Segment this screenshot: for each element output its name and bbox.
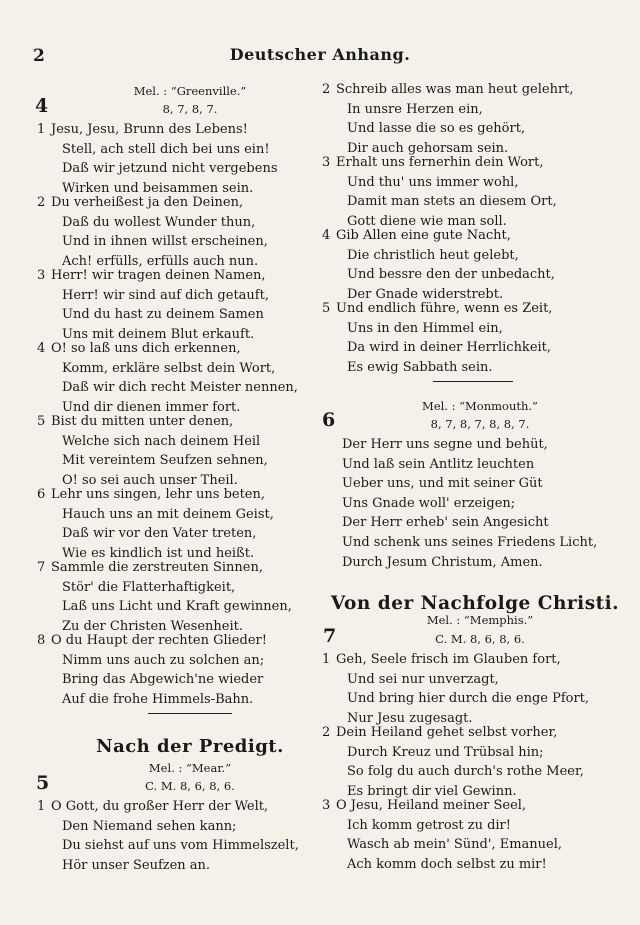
verse-line: Herr! wir tragen deinen Namen, — [51, 268, 266, 283]
verse-number: 2 — [322, 725, 331, 740]
verse-line: Der Herr uns segne und behüt, — [342, 437, 548, 452]
hymn-4-stanza — [37, 412, 268, 490]
verse-line: Gib Allen eine gute Nacht, — [336, 228, 511, 243]
hymn-5-melody: Mel. : “Mear.” — [148, 761, 232, 775]
verse-number: 5 — [37, 414, 46, 429]
verse-number: 3 — [322, 155, 331, 170]
hymn-4-meter: 8, 7, 8, 7. — [162, 102, 218, 116]
verse-line: Der Gnade widerstrebt. — [347, 286, 504, 302]
verse-line: O du Haupt der rechten Glieder! — [51, 633, 267, 648]
verse-line: Den Niemand sehen kann; — [62, 818, 237, 834]
verse-number: 2 — [322, 82, 331, 97]
hymn-7-number: 7 — [323, 625, 337, 647]
verse-number: 4 — [322, 228, 331, 243]
page-title: Deutscher Anhang. — [229, 45, 411, 64]
verse-line: Daß du wollest Wunder thun, — [62, 214, 256, 230]
verse-line: Es bringt dir viel Gewinn. — [347, 783, 517, 799]
verse-line: Dir auch gehorsam sein. — [347, 140, 509, 156]
hymn-6-text — [342, 435, 597, 572]
verse-number: 6 — [37, 487, 46, 502]
verse-line: Daß wir vor den Vater treten, — [62, 526, 257, 542]
verse-line: Hauch uns an mit deinem Geist, — [62, 506, 274, 522]
hymn-6-meter: 8, 7, 8, 7, 8, 8, 7. — [430, 417, 530, 431]
verse-number: 7 — [37, 560, 46, 575]
verse-number: 1 — [37, 799, 46, 814]
verse-number: 2 — [37, 195, 46, 210]
verse-line: Und schenk uns seines Friedens Licht, — [342, 534, 598, 550]
verse-line: Dein Heiland gehet selbst vorher, — [336, 725, 558, 740]
hymn-6-number: 6 — [322, 409, 336, 431]
hymn-4-stanza — [37, 193, 268, 271]
hymn-5-stanza — [322, 153, 557, 231]
verse-line: Mit vereintem Seufzen sehnen, — [62, 453, 268, 469]
verse-line: Durch Kreuz und Trübsal hin; — [347, 744, 544, 760]
hymn-7-melody: Mel. : “Memphis.” — [426, 613, 534, 627]
verse-line: Du siehst auf uns vom Himmelszelt, — [62, 838, 299, 854]
verse-line: Daß wir dich recht Meister nennen, — [62, 380, 298, 396]
verse-line: Daß wir jetzund nicht vergebens — [62, 161, 278, 177]
verse-line: Ach komm doch selbst zu mir! — [347, 856, 547, 872]
verse-line: Komm, erkläre selbst dein Wort, — [62, 360, 276, 376]
verse-line: Uns mit deinem Blut erkauft. — [62, 326, 255, 342]
section-heading-predigt: Nach der Predigt. — [96, 736, 284, 757]
verse-number: 4 — [37, 341, 46, 356]
verse-line: Lehr uns singen, lehr uns beten, — [51, 487, 266, 502]
verse-line: Und lasse die so es gehört, — [347, 121, 526, 137]
hymn-4-stanza — [37, 631, 267, 709]
hymn-4-stanza — [37, 558, 292, 636]
verse-line: Stör' die Flatterhaftigkeit, — [62, 579, 236, 595]
verse-line: Bist du mitten unter denen, — [51, 414, 234, 429]
hymn-7-stanza — [322, 650, 589, 728]
verse-number: 8 — [37, 633, 46, 648]
verse-number: 3 — [37, 268, 46, 283]
verse-number: 5 — [322, 301, 331, 316]
verse-line: Durch Jesum Christum, Amen. — [342, 554, 543, 570]
verse-line: Gott diene wie man soll. — [347, 213, 507, 229]
hymn-5-stanza — [37, 797, 299, 875]
verse-line: Herr! wir sind auf dich getauft, — [62, 287, 269, 303]
hymn-4-stanza — [37, 120, 277, 198]
hymn-4-stanza — [37, 485, 274, 563]
verse-line: Auf die frohe Himmels-Bahn. — [62, 691, 254, 707]
verse-line: Und bring hier durch die enge Pfort, — [347, 691, 590, 707]
hymn-5-meter: C. M. 8, 6, 8, 6. — [145, 779, 235, 793]
verse-line: Wirken und beisammen sein. — [62, 180, 254, 196]
verse-line: O Gott, du großer Herr der Welt, — [51, 799, 269, 814]
hymn-7-meter: C. M. 8, 6, 8, 6. — [435, 632, 525, 646]
verse-line: O! so sei auch unser Theil. — [62, 472, 238, 488]
verse-line: Welche sich nach deinem Heil — [62, 433, 261, 449]
divider-rule — [148, 713, 232, 714]
verse-line: In unsre Herzen ein, — [347, 101, 483, 117]
verse-line: Und laß sein Antlitz leuchten — [342, 456, 535, 472]
verse-line: Jesu, Jesu, Brunn des Lebens! — [51, 122, 248, 137]
verse-number: 1 — [37, 122, 46, 137]
verse-line: Schreib alles was man heut gelehrt, — [336, 82, 574, 97]
verse-line: Zu der Christen Wesenheit. — [62, 618, 243, 634]
hymn-5-stanza — [322, 226, 555, 304]
verse-line: Laß uns Licht und Kraft gewinnen, — [62, 599, 292, 615]
verse-number: 3 — [322, 798, 331, 813]
divider-rule — [433, 381, 513, 382]
verse-line: Und bessre den der unbedacht, — [347, 267, 555, 283]
verse-line: Uns in den Himmel ein, — [347, 320, 503, 336]
verse-line: Uns Gnade woll' erzeigen; — [342, 495, 516, 511]
verse-line: Und sei nur unverzagt, — [347, 671, 499, 687]
verse-line: Erhalt uns fernerhin dein Wort, — [336, 155, 544, 170]
verse-line: Und dir dienen immer fort. — [62, 399, 241, 415]
hymn-4-melody: Mel. : “Greenville.” — [133, 84, 247, 98]
verse-line: Nur Jesu zugesagt. — [347, 710, 473, 726]
verse-line: Hör unser Seufzen an. — [62, 857, 211, 873]
verse-line: Und du hast zu deinem Samen — [62, 307, 264, 323]
verse-line: Ich komm getrost zu dir! — [347, 817, 511, 833]
verse-line: Stell, ach stell dich bei uns ein! — [62, 141, 270, 157]
page-number: 2 — [33, 46, 45, 66]
verse-line: O! so laß uns dich erkennen, — [51, 341, 241, 356]
verse-line: Der Herr erheb' sein Angesicht — [342, 515, 549, 531]
hymn-7-stanza — [322, 796, 562, 874]
verse-line: O Jesu, Heiland meiner Seel, — [336, 798, 527, 813]
verse-line: Damit man stets an diesem Ort, — [347, 194, 557, 210]
verse-line: Ueber uns, und mit seiner Güt — [342, 476, 543, 492]
hymn-6-melody: Mel. : “Monmouth.” — [422, 399, 538, 413]
verse-line: Und endlich führe, wenn es Zeit, — [336, 301, 553, 316]
verse-line: Ach! erfülls, erfülls auch nun. — [62, 253, 259, 269]
hymn-5-stanza — [322, 299, 552, 377]
hymn-7-stanza — [322, 723, 584, 801]
section-heading-nachfolge: Von der Nachfolge Christi. — [330, 593, 620, 614]
verse-line: Sammle die zerstreuten Sinnen, — [51, 560, 263, 575]
verse-line: Wie es kindlich ist und heißt. — [62, 545, 255, 561]
hymn-4-stanza — [37, 339, 298, 417]
verse-line: Geh, Seele frisch im Glauben fort, — [336, 652, 561, 667]
verse-number: 1 — [322, 652, 331, 667]
hymn-4-number: 4 — [35, 95, 49, 117]
verse-line: Und in ihnen willst erscheinen, — [62, 234, 268, 250]
verse-line: Wasch ab mein' Sünd', Emanuel, — [347, 837, 563, 853]
verse-line: Nimm uns auch zu solchen an; — [62, 652, 265, 668]
verse-line: Du verheißest ja den Deinen, — [51, 195, 244, 210]
verse-line: Bring das Abgewich'ne wieder — [62, 672, 264, 688]
hymn-4-stanza — [37, 266, 269, 344]
verse-line: Es ewig Sabbath sein. — [347, 359, 493, 375]
verse-line: Die christlich heut gelebt, — [347, 247, 519, 263]
hymn-5-number: 5 — [36, 772, 50, 794]
verse-line: So folg du auch durch's rothe Meer, — [347, 764, 584, 780]
hymn-5-stanza — [322, 80, 574, 158]
verse-line: Und thu' uns immer wohl, — [347, 174, 519, 190]
verse-line: Da wird in deiner Herrlichkeit, — [347, 340, 552, 356]
